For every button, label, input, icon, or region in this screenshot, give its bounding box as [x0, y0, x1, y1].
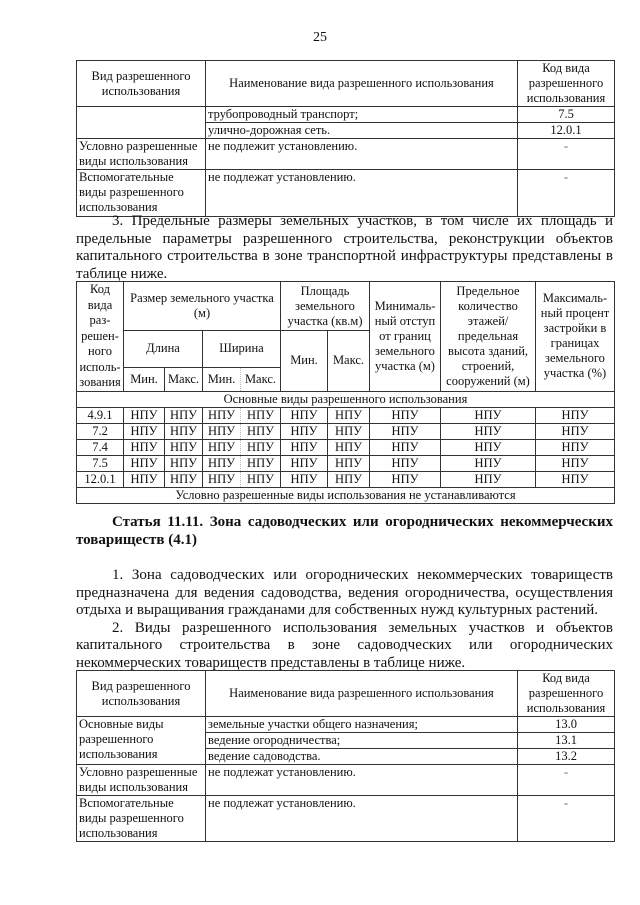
- row-value: НПУ: [281, 455, 328, 471]
- header-setback: Минималь-ный отступ от границ земельного участка (м): [370, 282, 441, 392]
- header-use-type: Вид разрешенного использования: [77, 61, 206, 107]
- table-row: [77, 765, 615, 796]
- row-value: НПУ: [441, 455, 536, 471]
- paragraph-2-text: 2. Виды разрешенного использования земельных участков и объектов капитального строительства в зоне садоводческих или огороднических некоммерческих товариществ представлены в таблице ниже.: [76, 619, 613, 671]
- row-value: НПУ: [536, 423, 615, 439]
- use-type: Условно разрешенные виды использования: [77, 765, 206, 796]
- header-plot-size: Размер земельного участка (м): [124, 282, 281, 331]
- paragraphs-1-2: [76, 567, 613, 673]
- header-length: Длина: [124, 331, 203, 368]
- section-main-uses: Основные виды разрешенного использования: [77, 391, 615, 407]
- use-name: не подлежит установлению.: [206, 139, 518, 170]
- page-number: 25: [313, 30, 327, 45]
- row-value: НПУ: [328, 407, 370, 423]
- use-code: 12.0.1: [518, 123, 615, 139]
- table-row: [77, 471, 615, 487]
- row-value: НПУ: [165, 455, 203, 471]
- section-conditional-uses: Условно разрешенные виды использования не устанавливаются: [77, 487, 615, 503]
- use-code: -: [518, 796, 615, 842]
- table-row: [77, 455, 615, 471]
- row-value: НПУ: [441, 439, 536, 455]
- header-percent: Максималь-ный процент застройки в границах земельного участка (%): [536, 282, 615, 392]
- row-value: НПУ: [281, 471, 328, 487]
- row-value: НПУ: [124, 407, 165, 423]
- row-value: НПУ: [328, 471, 370, 487]
- use-name: улично-дорожная сеть.: [206, 123, 518, 139]
- row-value: НПУ: [203, 439, 241, 455]
- use-code: -: [518, 170, 615, 217]
- row-value: НПУ: [281, 439, 328, 455]
- row-value: НПУ: [281, 407, 328, 423]
- use-code: 13.2: [518, 749, 615, 765]
- use-name: не подлежат установлению.: [206, 170, 518, 217]
- article-heading: [76, 513, 613, 549]
- row-value: НПУ: [165, 439, 203, 455]
- header-code: Код вида раз-решен-ного исполь-зования: [77, 282, 124, 392]
- table-row: [77, 170, 615, 217]
- row-value: НПУ: [241, 471, 281, 487]
- table-row: [77, 439, 615, 455]
- row-value: НПУ: [203, 455, 241, 471]
- paragraph-3-text: 3. Предельные размеры земельных участков, в том числе их площадь и предельные параметры разрешенного строительства, реконструкции объектов капитального строительства в зоне транспортной инфраструктуры представлены в таблице ниже.: [76, 213, 613, 282]
- use-type: Основные виды разрешенного использования: [77, 717, 206, 765]
- header-length-min: Мин.: [124, 367, 165, 391]
- row-value: НПУ: [241, 455, 281, 471]
- row-value: НПУ: [441, 471, 536, 487]
- header-area: Площадь земельного участка (кв.м): [281, 282, 370, 331]
- header-floors: Предельное количество этажей/ предельная высота зданий, строений, сооружений (м): [441, 282, 536, 392]
- row-value: НПУ: [203, 407, 241, 423]
- row-value: НПУ: [328, 423, 370, 439]
- header-width-max: Макс.: [241, 367, 281, 391]
- header-use-type: Вид разрешенного использования: [77, 671, 206, 717]
- plot-parameters-table: [76, 281, 615, 504]
- header-length-max: Макс.: [165, 367, 203, 391]
- row-value: НПУ: [441, 423, 536, 439]
- table-row: [77, 423, 615, 439]
- row-value: НПУ: [203, 423, 241, 439]
- use-name: не подлежат установлению.: [206, 796, 518, 842]
- use-type: Условно разрешенные виды использования: [77, 139, 206, 170]
- row-code: 7.4: [77, 439, 124, 455]
- row-value: НПУ: [370, 423, 441, 439]
- row-code: 12.0.1: [77, 471, 124, 487]
- row-value: НПУ: [124, 423, 165, 439]
- row-value: НПУ: [165, 471, 203, 487]
- row-value: НПУ: [124, 439, 165, 455]
- table-row: [77, 796, 615, 842]
- table-row: [77, 107, 615, 123]
- header-area-min: Мин.: [281, 331, 328, 392]
- row-value: НПУ: [124, 471, 165, 487]
- use-code: 13.1: [518, 733, 615, 749]
- use-name: земельные участки общего назначения;: [206, 717, 518, 733]
- permitted-use-table-transport: [76, 60, 615, 217]
- row-value: НПУ: [370, 407, 441, 423]
- header-use-name: Наименование вида разрешенного использования: [206, 671, 518, 717]
- row-value: НПУ: [536, 407, 615, 423]
- row-value: НПУ: [370, 455, 441, 471]
- row-value: НПУ: [536, 455, 615, 471]
- use-code: 7.5: [518, 107, 615, 123]
- row-value: НПУ: [328, 455, 370, 471]
- row-value: НПУ: [328, 439, 370, 455]
- table-row: [77, 717, 615, 733]
- row-code: 7.5: [77, 455, 124, 471]
- row-value: НПУ: [241, 439, 281, 455]
- article-heading-text: Статья 11.11. Зона садоводческих или огороднических некоммерческих товариществ (4.1): [76, 514, 613, 548]
- use-name: ведение огородничества;: [206, 733, 518, 749]
- row-code: 7.2: [77, 423, 124, 439]
- use-type-cell: [77, 107, 206, 139]
- table-row: [77, 139, 615, 170]
- permitted-use-table-gardening: [76, 670, 615, 842]
- row-value: НПУ: [124, 455, 165, 471]
- row-value: НПУ: [536, 471, 615, 487]
- header-width-min: Мин.: [203, 367, 241, 391]
- row-value: НПУ: [281, 423, 328, 439]
- use-name: не подлежат установлению.: [206, 765, 518, 796]
- header-use-name: Наименование вида разрешенного использования: [206, 61, 518, 107]
- row-value: НПУ: [165, 423, 203, 439]
- paragraph-1-text: 1. Зона садоводческих или огороднических некоммерческих товариществ предназначена для ведения садоводства, ведения огородничества, осуществления отдыха и выращивания гражданами для собственных нужд культурных растений.: [76, 567, 613, 619]
- paragraph-3: [76, 213, 613, 283]
- row-value: НПУ: [203, 471, 241, 487]
- use-code: -: [518, 139, 615, 170]
- table-row: [77, 407, 615, 423]
- row-value: НПУ: [241, 407, 281, 423]
- row-code: 4.9.1: [77, 407, 124, 423]
- use-code: 13.0: [518, 717, 615, 733]
- row-value: НПУ: [370, 471, 441, 487]
- header-width: Ширина: [203, 331, 281, 368]
- header-use-code: Код вида разрешенного использования: [518, 671, 615, 717]
- use-name: трубопроводный транспорт;: [206, 107, 518, 123]
- header-use-code: Код вида разрешенного использования: [518, 61, 615, 107]
- use-name: ведение садоводства.: [206, 749, 518, 765]
- header-area-max: Макс.: [328, 331, 370, 392]
- row-value: НПУ: [370, 439, 441, 455]
- use-type: Вспомогательные виды разрешенного использования: [77, 796, 206, 842]
- use-code: -: [518, 765, 615, 796]
- use-type: Вспомогательные виды разрешенного использования: [77, 170, 206, 217]
- row-value: НПУ: [165, 407, 203, 423]
- row-value: НПУ: [241, 423, 281, 439]
- row-value: НПУ: [536, 439, 615, 455]
- row-value: НПУ: [441, 407, 536, 423]
